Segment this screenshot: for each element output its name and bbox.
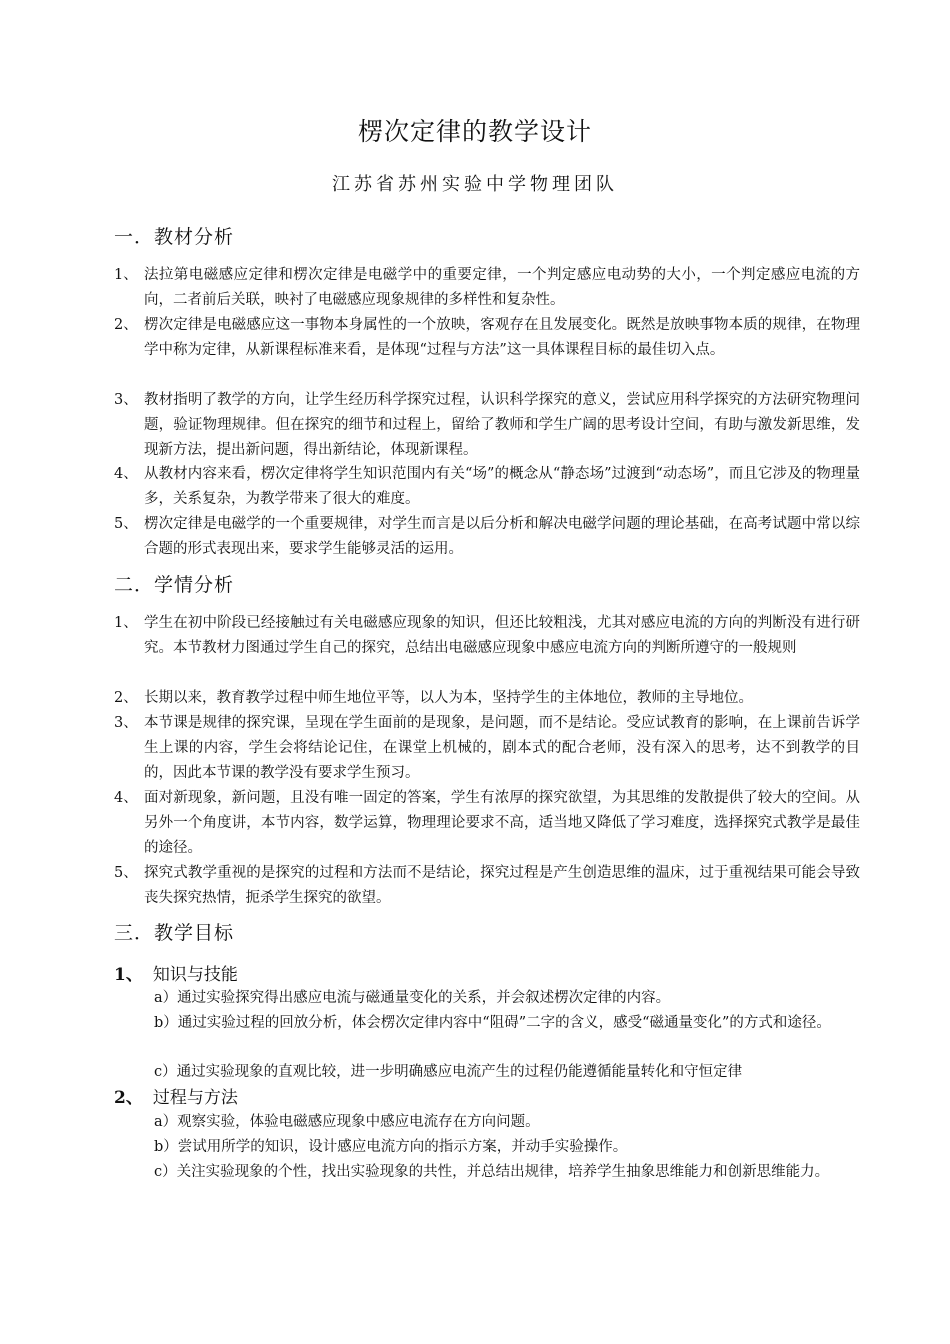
list-item — [114, 611, 860, 661]
list-item — [114, 313, 860, 363]
list-item — [114, 462, 860, 512]
list-item-text: 楞次定律是电磁学的一个重要规律，对学生而言是以后分析和解决电磁学问题的理论基础，在高考试题中常以综合题的形式表现出来，要求学生能够灵活的运用。 — [144, 516, 860, 557]
list-item-number: 5、 — [114, 865, 138, 881]
document-subtitle: 江苏省苏州实验中学物理团队 — [332, 174, 618, 195]
list-item-text: 教材指明了教学的方向，让学生经历科学探究过程，认识科学探究的意义，尝试应用科学探究的方法研究物理问题，验证物理规律。但在探究的细节和过程上，留给了教师和学生广阔的思考设计空间，有助与激发新思维，发现新方法，提出新问题，得出新结论，体现新课程。 — [144, 392, 860, 458]
goal-paragraph: c）通过实验现象的直观比较，进一步明确感应电流产生的过程仍能遵循能量转化和守恒定律 — [154, 1064, 743, 1080]
goal-paragraph: a）通过实验探究得出感应电流与磁通量变化的关系，并会叙述楞次定律的内容。 — [154, 990, 671, 1006]
list-item — [114, 388, 860, 463]
list-item-number: 3、 — [114, 715, 138, 731]
subsection-heading-process-methods — [114, 1083, 238, 1108]
goal-paragraph: b）通过实验过程的回放分析，体会楞次定律内容中“阻碍”二字的含义，感受“磁通量变化”的方式和途径。 — [154, 1015, 831, 1031]
document-title: 楞次定律的教学设计 — [357, 117, 592, 146]
list-item-number: 4、 — [114, 790, 138, 806]
list-item — [114, 686, 860, 711]
list-item — [114, 861, 860, 911]
list-item — [114, 786, 860, 861]
list-item — [114, 263, 860, 313]
section-heading-textbook-analysis: 一．教材分析 — [114, 226, 235, 248]
goal-paragraph: a）观察实验，体验电磁感应现象中感应电流存在方向问题。 — [154, 1114, 540, 1130]
list-item-text: 从教材内容来看，楞次定律将学生知识范围内有关“场”的概念从“静态场”过渡到“动态场”，而且它涉及的物理量多，关系复杂，为教学带来了很大的难度。 — [144, 466, 860, 507]
list-item-text: 学生在初中阶段已经接触过有关电磁感应现象的知识，但还比较粗浅，尤其对感应电流的方向的判断没有进行研究。本节教材力图通过学生自己的探究，总结出电磁感应现象中感应电流方向的判断所遵守的一般规则 — [144, 615, 860, 656]
subsection-title: 过程与方法 — [152, 1088, 238, 1108]
goal-paragraph: c）关注实验现象的个性，找出实验现象的共性，并总结出规律，培养学生抽象思维能力和创新思维能力。 — [154, 1164, 830, 1180]
list-item-text: 本节课是规律的探究课，呈现在学生面前的是现象，是问题，而不是结论。受应试教育的影响，在上课前告诉学生上课的内容，学生会将结论记住，在课堂上机械的，剧本式的配合老师，没有深入的思考，达不到教学的目的，因此本节课的教学没有要求学生预习。 — [144, 715, 860, 781]
subsection-number: 1、 — [114, 965, 143, 985]
subsection-title: 知识与技能 — [152, 965, 238, 985]
list-item-number: 1、 — [114, 615, 138, 631]
section-heading-teaching-goals: 三．教学目标 — [114, 922, 235, 944]
subsection-number: 2、 — [114, 1088, 143, 1108]
goal-paragraph: b）尝试用所学的知识，设计感应电流方向的指示方案，并动手实验操作。 — [154, 1139, 628, 1155]
list-item-number: 4、 — [114, 466, 138, 482]
list-item-text: 面对新现象，新问题，且没有唯一固定的答案，学生有浓厚的探究欲望，为其思维的发散提供了较大的空间。从另外一个角度讲，本节内容，数学运算，物理理论要求不高，适当地又降低了学习难度，选择探究式教学是最佳的途径。 — [144, 790, 860, 856]
list-item-text: 楞次定律是电磁感应这一事物本身属性的一个放映，客观存在且发展变化。既然是放映事物本质的规律，在物理学中称为定律，从新课程标准来看，是体现“过程与方法”这一具体课程目标的最佳切入点。 — [144, 317, 860, 358]
list-item-number: 5、 — [114, 516, 138, 532]
list-item — [114, 512, 860, 562]
list-item — [114, 711, 860, 786]
list-item-number: 2、 — [114, 317, 138, 333]
list-item-number: 3、 — [114, 392, 138, 408]
list-item-text: 法拉第电磁感应定律和楞次定律是电磁学中的重要定律，一个判定感应电动势的大小，一个判定感应电流的方向，二者前后关联，映衬了电磁感应现象规律的多样性和复杂性。 — [144, 267, 860, 308]
section-heading-student-analysis: 二．学情分析 — [114, 574, 235, 596]
list-item-number: 2、 — [114, 690, 138, 706]
subsection-heading-knowledge-skills — [114, 960, 238, 985]
list-item-text: 探究式教学重视的是探究的过程和方法而不是结论，探究过程是产生创造思维的温床，过于重视结果可能会导致丧失探究热情，扼杀学生探究的欲望。 — [144, 865, 860, 906]
list-item-text: 长期以来，教育教学过程中师生地位平等，以人为本，坚持学生的主体地位，教师的主导地位。 — [144, 690, 753, 706]
list-item-number: 1、 — [114, 267, 138, 283]
